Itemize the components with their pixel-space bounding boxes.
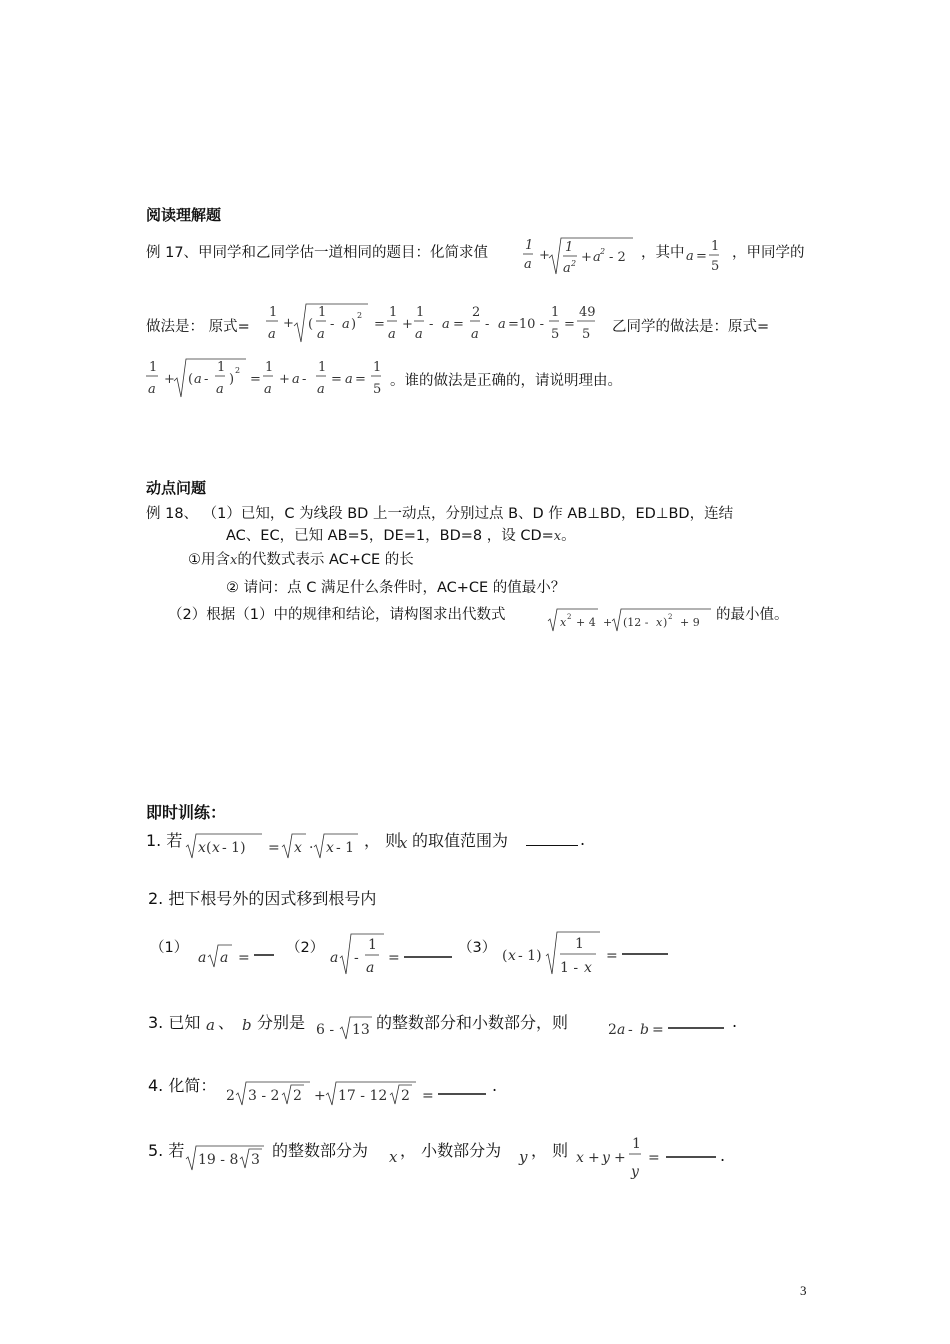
svg-text:a: a [148, 382, 156, 397]
svg-text:17 - 12: 17 - 12 [338, 1088, 388, 1104]
svg-text:1: 1 [217, 360, 226, 375]
svg-text:(: ( [308, 317, 314, 332]
section-title-moving-point: 动点问题 [146, 479, 207, 497]
svg-text:a: a [264, 382, 272, 397]
ex17-prefix: 例 17、甲同学和乙同学估一道相同的题目：化简求值 [146, 245, 489, 261]
p3-d: 的整数部分和小数部分，则 [376, 1013, 569, 1032]
svg-text:y: y [602, 1150, 610, 1166]
svg-text:-: - [429, 317, 434, 332]
svg-text:1: 1 [318, 360, 327, 375]
svg-text:a: a [471, 327, 479, 342]
svg-text:-: - [628, 1022, 633, 1038]
svg-text:a: a [317, 382, 325, 397]
var-a: a [206, 1016, 215, 1034]
svg-text:1 -: 1 - [560, 960, 579, 976]
formula-p5-root [184, 1142, 272, 1174]
p5-d: ， 则 [531, 1141, 569, 1160]
var-x: x [553, 529, 562, 544]
svg-text:=: = [250, 372, 261, 387]
svg-text:1: 1 [149, 360, 158, 375]
formula-p4 [224, 1078, 494, 1108]
svg-text:a: a [345, 372, 353, 387]
svg-text:1: 1 [575, 936, 584, 952]
p5-b: 的整数部分为 [272, 1141, 369, 1160]
svg-text:): ) [351, 317, 357, 332]
svg-text:·: · [309, 840, 314, 856]
svg-text:6 -: 6 - [316, 1022, 335, 1038]
ex18-part2-a: （2）根据（1）中的规律和结论，请构图求出代数式 [168, 607, 506, 623]
svg-text:2: 2 [567, 613, 572, 621]
p4-end: . [492, 1076, 498, 1095]
svg-text:x: x [656, 616, 663, 629]
svg-text:+: + [603, 616, 613, 629]
svg-text:a: a [216, 382, 224, 397]
p2-title: 2. 把下根号外的因式移到根号内 [148, 889, 377, 908]
svg-text:=: = [652, 1022, 664, 1038]
svg-text:2: 2 [235, 366, 241, 375]
svg-text:=: = [355, 372, 366, 387]
var-x: x [399, 834, 408, 852]
var-x: x [230, 553, 238, 568]
p1-blank[interactable] [526, 845, 578, 846]
svg-text:3 - 2: 3 - 2 [248, 1088, 280, 1104]
svg-text:x: x [212, 840, 220, 856]
svg-text:=: = [648, 1150, 660, 1166]
svg-text:1: 1 [373, 360, 382, 375]
svg-text:+: + [314, 1088, 326, 1104]
section-title-reading: 阅读理解题 [146, 206, 222, 224]
svg-text:a: a [292, 372, 300, 387]
svg-text:=: = [374, 317, 385, 332]
svg-text:=: = [453, 317, 464, 332]
ex18-q2: ② 请问：点 C 满足什么条件时，AC+CE 的值最小？ [226, 580, 566, 596]
svg-text:=: = [331, 372, 342, 387]
svg-text:1: 1 [368, 937, 377, 953]
svg-text:2: 2 [472, 305, 481, 320]
svg-text:x: x [584, 960, 592, 976]
svg-text:x: x [326, 840, 334, 856]
formula-p5-target [574, 1128, 722, 1184]
p5-a: 5. 若 [148, 1141, 185, 1160]
svg-text:+: + [402, 317, 413, 332]
svg-text:13: 13 [352, 1022, 370, 1038]
svg-text:=: = [388, 950, 400, 966]
p1-end: . [580, 830, 586, 849]
svg-text:a: a [617, 1022, 626, 1038]
svg-text:x: x [294, 840, 302, 856]
svg-text:x: x [198, 840, 206, 856]
p3-c: 分别是 [257, 1013, 306, 1032]
svg-text:+: + [539, 248, 550, 263]
svg-text:(: ( [206, 840, 212, 856]
p1-b: ， 则 [364, 831, 402, 850]
ex18-part2-b: 的最小值。 [716, 607, 789, 623]
svg-text:x: x [508, 948, 516, 964]
svg-text:(: ( [502, 948, 508, 964]
svg-text:-: - [204, 372, 209, 387]
svg-text:2: 2 [571, 259, 577, 268]
svg-text:5: 5 [582, 327, 591, 342]
svg-text:(: ( [188, 372, 194, 387]
svg-text:+: + [164, 372, 175, 387]
svg-text:=10 -: =10 - [508, 317, 544, 332]
svg-text:-: - [354, 950, 359, 966]
yi-label: 乙同学的做法是：原式= [612, 319, 770, 335]
svg-text:1: 1 [269, 305, 278, 320]
svg-text:a: a [366, 960, 375, 976]
svg-text:-: - [330, 317, 335, 332]
svg-text:=: = [422, 1088, 434, 1104]
svg-text:a: a [524, 257, 532, 272]
formula-min-value [546, 604, 716, 634]
svg-text:-: - [302, 372, 307, 387]
p2-3-label: （3） [458, 940, 497, 956]
svg-text:2: 2 [668, 613, 673, 621]
svg-text:1: 1 [265, 360, 274, 375]
ex18-line2 [226, 524, 576, 545]
svg-text:=: = [696, 249, 707, 264]
svg-text:2: 2 [401, 1088, 410, 1104]
p3-a: 3. 已知 [148, 1013, 201, 1032]
svg-text:+: + [279, 372, 290, 387]
svg-text:a: a [268, 327, 276, 342]
ex18-line1: 例 18、 （1）已知，C 为线段 BD 上一动点，分别过点 B、D 作 AB⊥BD，ED⊥BD，连结 [146, 506, 734, 522]
var-b: b [242, 1016, 252, 1034]
svg-text:- 1): - 1) [222, 840, 246, 856]
svg-text:x: x [560, 616, 567, 629]
svg-text:1: 1 [565, 240, 574, 255]
svg-text:y: y [631, 1164, 639, 1180]
formula-simplify-expr [523, 234, 643, 280]
svg-text:+: + [283, 316, 294, 331]
p5-end: . [720, 1146, 726, 1165]
p3-end: . [732, 1012, 738, 1031]
svg-text:=: = [238, 950, 250, 966]
svg-text:- 1): - 1) [518, 948, 542, 964]
formula-p2-2 [326, 930, 456, 980]
q1-a: ①用含 [188, 552, 230, 568]
formula-p2-1 [196, 940, 278, 970]
svg-text:1: 1 [525, 238, 534, 253]
p3-b: 、 [218, 1013, 235, 1032]
svg-text:a: a [686, 249, 694, 264]
svg-text:+: + [581, 250, 592, 265]
svg-text:5: 5 [551, 327, 560, 342]
svg-text:1: 1 [416, 305, 425, 320]
svg-text:x: x [576, 1150, 584, 1166]
svg-text:a: a [415, 327, 423, 342]
svg-text:a: a [593, 250, 601, 265]
jia-prefix: 做法是： 原式= [146, 319, 250, 335]
p2-2-label: （2） [286, 940, 325, 956]
svg-text:1: 1 [711, 239, 720, 254]
svg-text:2: 2 [608, 1022, 617, 1038]
svg-text:2: 2 [600, 247, 606, 256]
svg-text:): ) [229, 372, 235, 387]
formula-p1 [184, 830, 374, 862]
svg-text:b: b [640, 1022, 649, 1038]
svg-text:+ 9: + 9 [680, 616, 700, 629]
ex17-end: ，甲同学的 [732, 245, 805, 261]
formula-yi-method [146, 355, 396, 401]
ex18-line2-text: AC、EC，已知 AB=5，DE=1，BD=8 ，设 CD= [226, 528, 554, 544]
svg-text:a: a [317, 327, 325, 342]
svg-text:a: a [330, 950, 339, 966]
formula-jia-method [266, 300, 616, 346]
svg-text:=: = [564, 317, 575, 332]
svg-text:a: a [220, 950, 229, 966]
formula-a-value [686, 236, 730, 280]
formula-p3-target [606, 1012, 730, 1042]
svg-text:(12 -: (12 - [623, 616, 649, 629]
svg-text:- 2: - 2 [609, 250, 626, 265]
p4-a: 4. 化简： [148, 1076, 217, 1095]
svg-text:3: 3 [251, 1152, 260, 1168]
formula-p3-number [314, 1012, 378, 1042]
svg-text:a: a [342, 317, 350, 332]
svg-text:1: 1 [632, 1136, 641, 1152]
svg-text:1: 1 [551, 305, 560, 320]
svg-text:=: = [606, 948, 618, 964]
ex18-line2-end: 。 [561, 528, 576, 544]
p2-1-label: （1） [150, 940, 189, 956]
svg-text:2: 2 [226, 1088, 235, 1104]
svg-text:- 1: - 1 [336, 840, 355, 856]
svg-text:a: a [198, 950, 207, 966]
p1-a: 1. 若 [146, 831, 183, 850]
p5-c: ， 小数部分为 [400, 1141, 502, 1160]
svg-text:1: 1 [318, 305, 327, 320]
svg-text:19 - 8: 19 - 8 [198, 1152, 239, 1168]
svg-text:a: a [442, 317, 450, 332]
svg-text:5: 5 [711, 259, 720, 274]
svg-text:1: 1 [389, 305, 398, 320]
svg-text:+: + [614, 1150, 626, 1166]
section-title-practice: 即时训练： [146, 803, 227, 822]
p1-c: 的取值范围为 [412, 831, 509, 850]
svg-text:): ) [663, 616, 668, 629]
svg-text:=: = [268, 840, 280, 856]
ex17-question: 。谁的做法是正确的，请说明理由。 [390, 373, 622, 389]
ex18-q1 [188, 548, 414, 569]
svg-text:+: + [588, 1150, 600, 1166]
svg-text:+ 4: + 4 [576, 616, 596, 629]
svg-text:2: 2 [357, 311, 363, 320]
svg-text:a: a [563, 261, 571, 276]
var-y: y [519, 1148, 528, 1166]
var-x: x [389, 1148, 398, 1166]
svg-text:a: a [194, 372, 202, 387]
page-number: 3 [800, 1283, 807, 1298]
svg-text:49: 49 [579, 305, 596, 320]
svg-text:5: 5 [373, 382, 382, 397]
svg-text:a: a [498, 317, 506, 332]
formula-p2-3 [500, 928, 672, 980]
svg-text:2: 2 [293, 1088, 302, 1104]
svg-text:a: a [388, 327, 396, 342]
ex17-mid: ，其中 [641, 245, 685, 261]
q1-b: 的代数式表示 AC+CE 的长 [237, 552, 414, 568]
svg-text:-: - [485, 317, 490, 332]
